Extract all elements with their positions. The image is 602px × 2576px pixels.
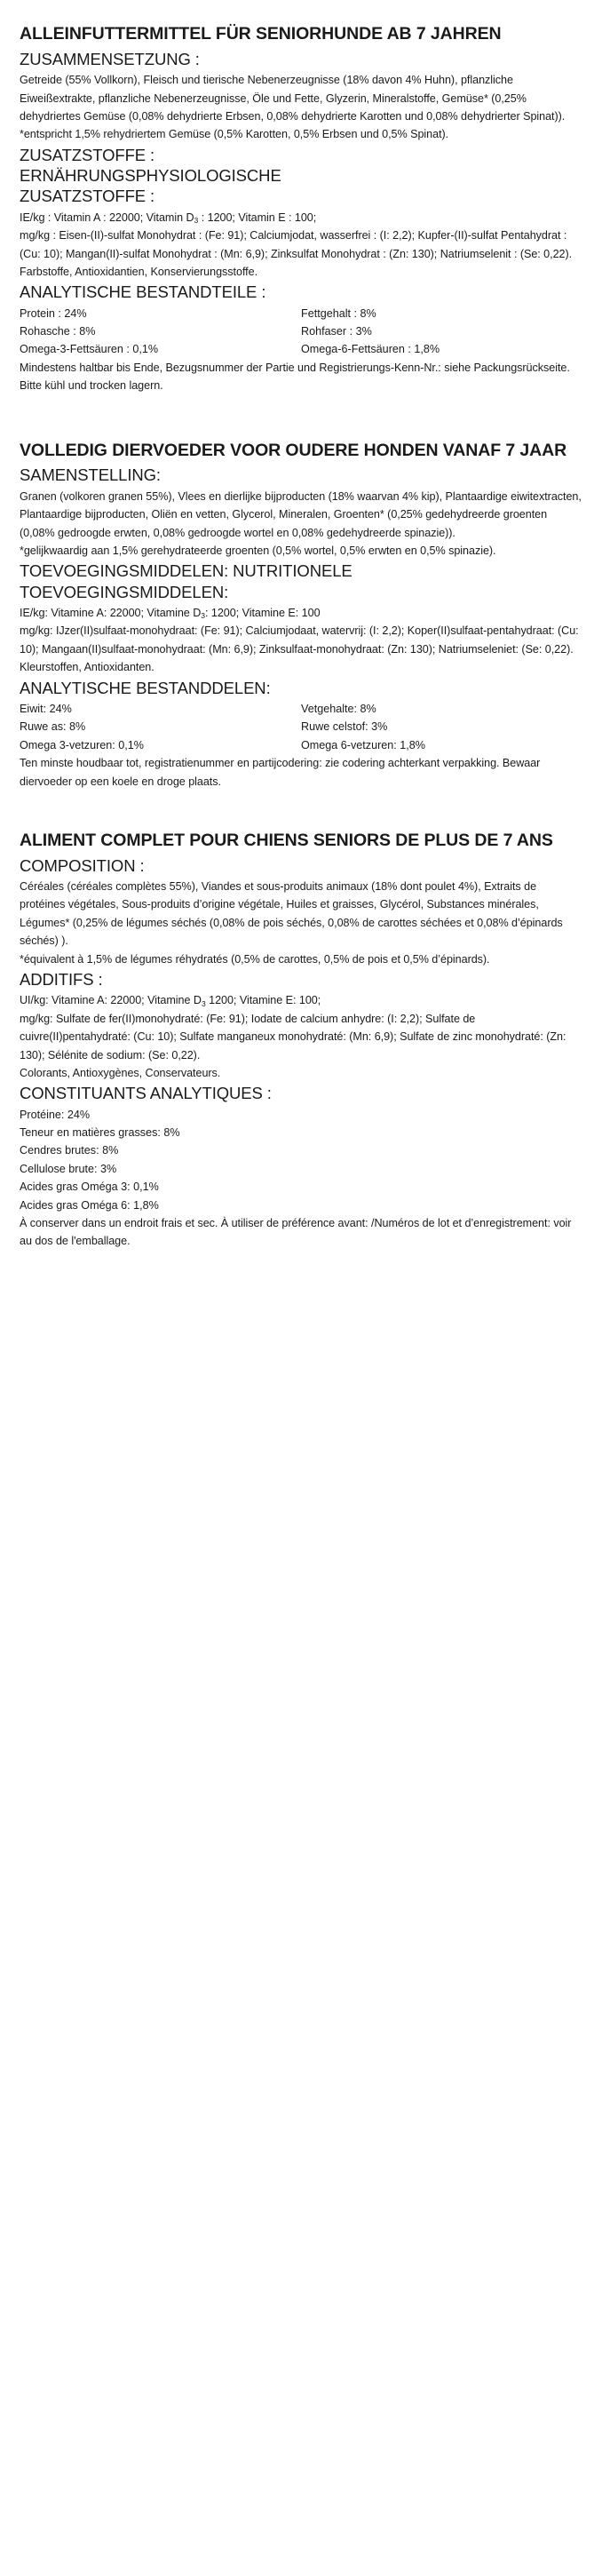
language-section-german xyxy=(20,21,582,395)
analytical-cell-right: Omega 6-vetzuren: 1,8% xyxy=(301,738,426,751)
analytical-constituents-french xyxy=(20,1106,582,1214)
additives-minerals-french: mg/kg: Sulfate de fer(II)monohydraté: (Fe: 91); Iodate de calcium anhydre: (I: 2,2); Sulfate de cuivre(II)pentahydraté: (Cu: 10); Sulfate manganeux monohydraté: (Mn: 6,9); Sulfate de zinc monohydraté: (Zn: 130); Sélénite de sodium: (Se: 0,22). xyxy=(20,1012,566,1061)
analytical-cell-left: Omega-3-Fettsäuren : 0,1% xyxy=(20,343,159,356)
analytical-constituents-dutch xyxy=(20,700,582,754)
language-section-dutch xyxy=(20,404,582,791)
vitamin-d-subscript-german: 3 xyxy=(194,216,199,226)
language-section-french xyxy=(20,799,582,1251)
composition-footnote-dutch: *gelijkwaardig aan 1,5% gerehydrateerde groenten (0,5% wortel, 0,5% erwten en 0,5% spinazie). xyxy=(20,544,496,557)
additives-other-french: Colorants, Antioxygènes, Conservateurs. xyxy=(20,1066,221,1079)
analytical-cell-left: Rohasche : 8% xyxy=(20,325,96,338)
additives-vitamins-french-post: 1200; Vitamine E: 100; xyxy=(205,994,321,1007)
analytical-cell-left: Ruwe as: 8% xyxy=(20,720,86,734)
additives-other-german: Farbstoffe, Antioxidantien, Konservierungsstoffe. xyxy=(20,265,258,278)
analytical-cell-left: Protein : 24% xyxy=(20,306,87,320)
composition-heading-french: COMPOSITION : xyxy=(20,855,145,875)
analytical-cell-right: Rohfaser : 3% xyxy=(301,325,372,338)
analytical-cell-right: Vetgehalte: 8% xyxy=(301,702,376,715)
analytical-row xyxy=(20,718,582,735)
analytical-heading-german: ANALYTISCHE BESTANDTEILE : xyxy=(20,282,266,302)
composition-heading-dutch: SAMENSTELLING: xyxy=(20,465,161,485)
additives-vitamins-dutch-pre: IE/kg: Vitamine A: 22000; Vitamine D xyxy=(20,607,202,620)
additives-heading-german-line3: ZUSATZSTOFFE : xyxy=(20,187,155,206)
analytical-cell-right: Ruwe celstof: 3% xyxy=(301,720,388,734)
additives-vitamins-french xyxy=(20,991,582,1009)
additives-vitamins-german xyxy=(20,209,582,227)
analytical-cell-left: Eiwit: 24% xyxy=(20,702,72,715)
product-title-french: ALIMENT COMPLET POUR CHIENS SENIORS DE PLUS DE 7 ANS xyxy=(20,830,553,850)
analytical-row: Protéine: 24% xyxy=(20,1108,91,1121)
analytical-cell-right: Fettgehalt : 8% xyxy=(301,306,376,320)
composition-footnote-french: *équivalent à 1,5% de légumes réhydratés (0,5% de carottes, 0,5% de pois et 0,5% d’épinards). xyxy=(20,952,490,966)
additives-other-dutch: Kleurstoffen, Antioxidanten. xyxy=(20,661,154,674)
composition-text-dutch: Granen (volkoren granen 55%), Vlees en dierlijke bijproducten (18% waarvan 4% kip), Plantaardige eiwitextracten, Plantaardige bijproducten, Oliën en vetten, Glycerol, Mineralen, Groenten* (0,25% gedehydreerde groenten (0,08% gedroogde erwten, 0,08% gedroogde wortel en 0,08% gedehydreerde spinazie)). xyxy=(20,489,582,539)
analytical-row: Cellulose brute: 3% xyxy=(20,1162,117,1175)
additives-heading-french: ADDITIFS : xyxy=(20,970,103,990)
additives-vitamins-french-pre: UI/kg: Vitamine A: 22000; Vitamine D xyxy=(20,994,202,1007)
analytical-row xyxy=(20,736,582,754)
analytical-row xyxy=(20,322,582,340)
composition-text-german: Getreide (55% Vollkorn), Fleisch und tierische Nebenerzeugnisse (18% davon 4% Huhn), pflanzliche Eiweißextrakte, pflanzliche Nebenerzeugnisse, Öle und Fette, Glyzerin, Mineralstoffe, Gemüse* (0,25% dehydriertes Gemüse (0,08% dehydrierte Erbsen, 0,08% dehydrierte Karotten und 0,08% dehydrierter Spinat)). xyxy=(20,74,566,123)
analytical-row: Acides gras Oméga 6: 1,8% xyxy=(20,1198,159,1212)
storage-text-german: Mindestens haltbar bis Ende, Bezugsnummer der Partie und Registrierungs-Kenn-Nr.: siehe Packungsrückseite. Bitte kühl und trocken lagern. xyxy=(20,361,570,393)
additives-heading-dutch-line2: TOEVOEGINGSMIDDELEN: xyxy=(20,582,229,601)
analytical-row: Acides gras Oméga 3: 0,1% xyxy=(20,1181,159,1194)
analytical-heading-french: CONSTITUANTS ANALYTIQUES : xyxy=(20,1084,272,1103)
storage-text-french: À conserver dans un endroit frais et sec. À utiliser de préférence avant: /Numéros de lot et d’enregistrement: voir au dos de l'emballage. xyxy=(20,1217,572,1248)
analytical-cell-right: Omega-6-Fettsäuren : 1,8% xyxy=(301,343,440,356)
vitamin-d-subscript-dutch: 3 xyxy=(201,611,205,621)
pet-food-label-sheet xyxy=(0,0,602,1284)
product-title-dutch: VOLLEDIG DIERVOEDER VOOR OUDERE HONDEN VANAF 7 JAAR xyxy=(20,440,567,460)
additives-minerals-dutch: mg/kg: IJzer(II)sulfaat-monohydraat: (Fe: 91); Calciumjodaat, watervrij: (I: 2,2); Koper(II)sulfaat-pentahydraat: (Cu: 10); Mangaan(II)sulfaat-monohydraat: (Mn: 6,9); Zinksulfaat-monohydraat: (Zn: 130); Natriumseleniet: (Se: 0,22). xyxy=(20,624,579,656)
additives-vitamins-german-post: : 1200; Vitamin E : 100; xyxy=(198,211,317,224)
additives-minerals-german: mg/kg : Eisen-(II)-sulfat Monohydrat : (Fe: 91); Calciumjodat, wasserfrei : (I: 2,2); Kupfer-(II)-sulfat Pentahydrat : (Cu: 10); Mangan(II)-sulfat Monohydrat : (Mn: 6,9); Zinksulfat Monohydrat : (Zn: 130); Natriumselenit : (Se: 0,22). xyxy=(20,229,573,260)
additives-vitamins-german-pre: IE/kg : Vitamin A : 22000; Vitamin D xyxy=(20,211,194,224)
composition-text-french: Céréales (céréales complètes 55%), Viandes et sous-produits animaux (18% dont poulet 4%), Extraits de protéines végétales, Sous-produits d’origine végétale, Huiles et graisses, Glycérol, Substances minérales, Légumes* (0,25% de légumes séchés (0,08% de pois séchés, 0,08% de carottes séchées et 0,08% d’épinards séchés) ). xyxy=(20,880,563,948)
additives-vitamins-dutch xyxy=(20,604,582,622)
analytical-row xyxy=(20,700,582,718)
composition-footnote-german: *entspricht 1,5% rehydriertem Gemüse (0,5% Karotten, 0,5% Erbsen und 0,5% Spinat). xyxy=(20,128,449,141)
additives-heading-dutch-line1: TOEVOEGINGSMIDDELEN: NUTRITIONELE xyxy=(20,561,352,581)
additives-heading-german-line2: ERNÄHRUNGSPHYSIOLOGISCHE xyxy=(20,166,281,186)
analytical-heading-dutch: ANALYTISCHE BESTANDDELEN: xyxy=(20,678,271,697)
analytical-row xyxy=(20,340,582,358)
analytical-cell-left: Omega 3-vetzuren: 0,1% xyxy=(20,738,145,751)
vitamin-d-subscript-french: 3 xyxy=(201,998,206,1008)
analytical-constituents-german xyxy=(20,305,582,359)
storage-text-dutch: Ten minste houdbaar tot, registratienummer en partijcodering: zie codering achterkant verpakking. Bewaar diervoeder op een koele en droge plaats. xyxy=(20,757,541,788)
analytical-row xyxy=(20,305,582,322)
additives-vitamins-dutch-post: : 1200; Vitamine E: 100 xyxy=(204,607,321,620)
composition-heading-german: ZUSAMMENSETZUNG : xyxy=(20,49,200,68)
analytical-row: Cendres brutes: 8% xyxy=(20,1144,119,1157)
analytical-row: Teneur en matières grasses: 8% xyxy=(20,1126,180,1140)
additives-heading-german-line1: ZUSATZSTOFFE : xyxy=(20,145,155,164)
product-title-german: ALLEINFUTTERMITTEL FÜR SENIORHUNDE AB 7 JAHREN xyxy=(20,24,502,44)
